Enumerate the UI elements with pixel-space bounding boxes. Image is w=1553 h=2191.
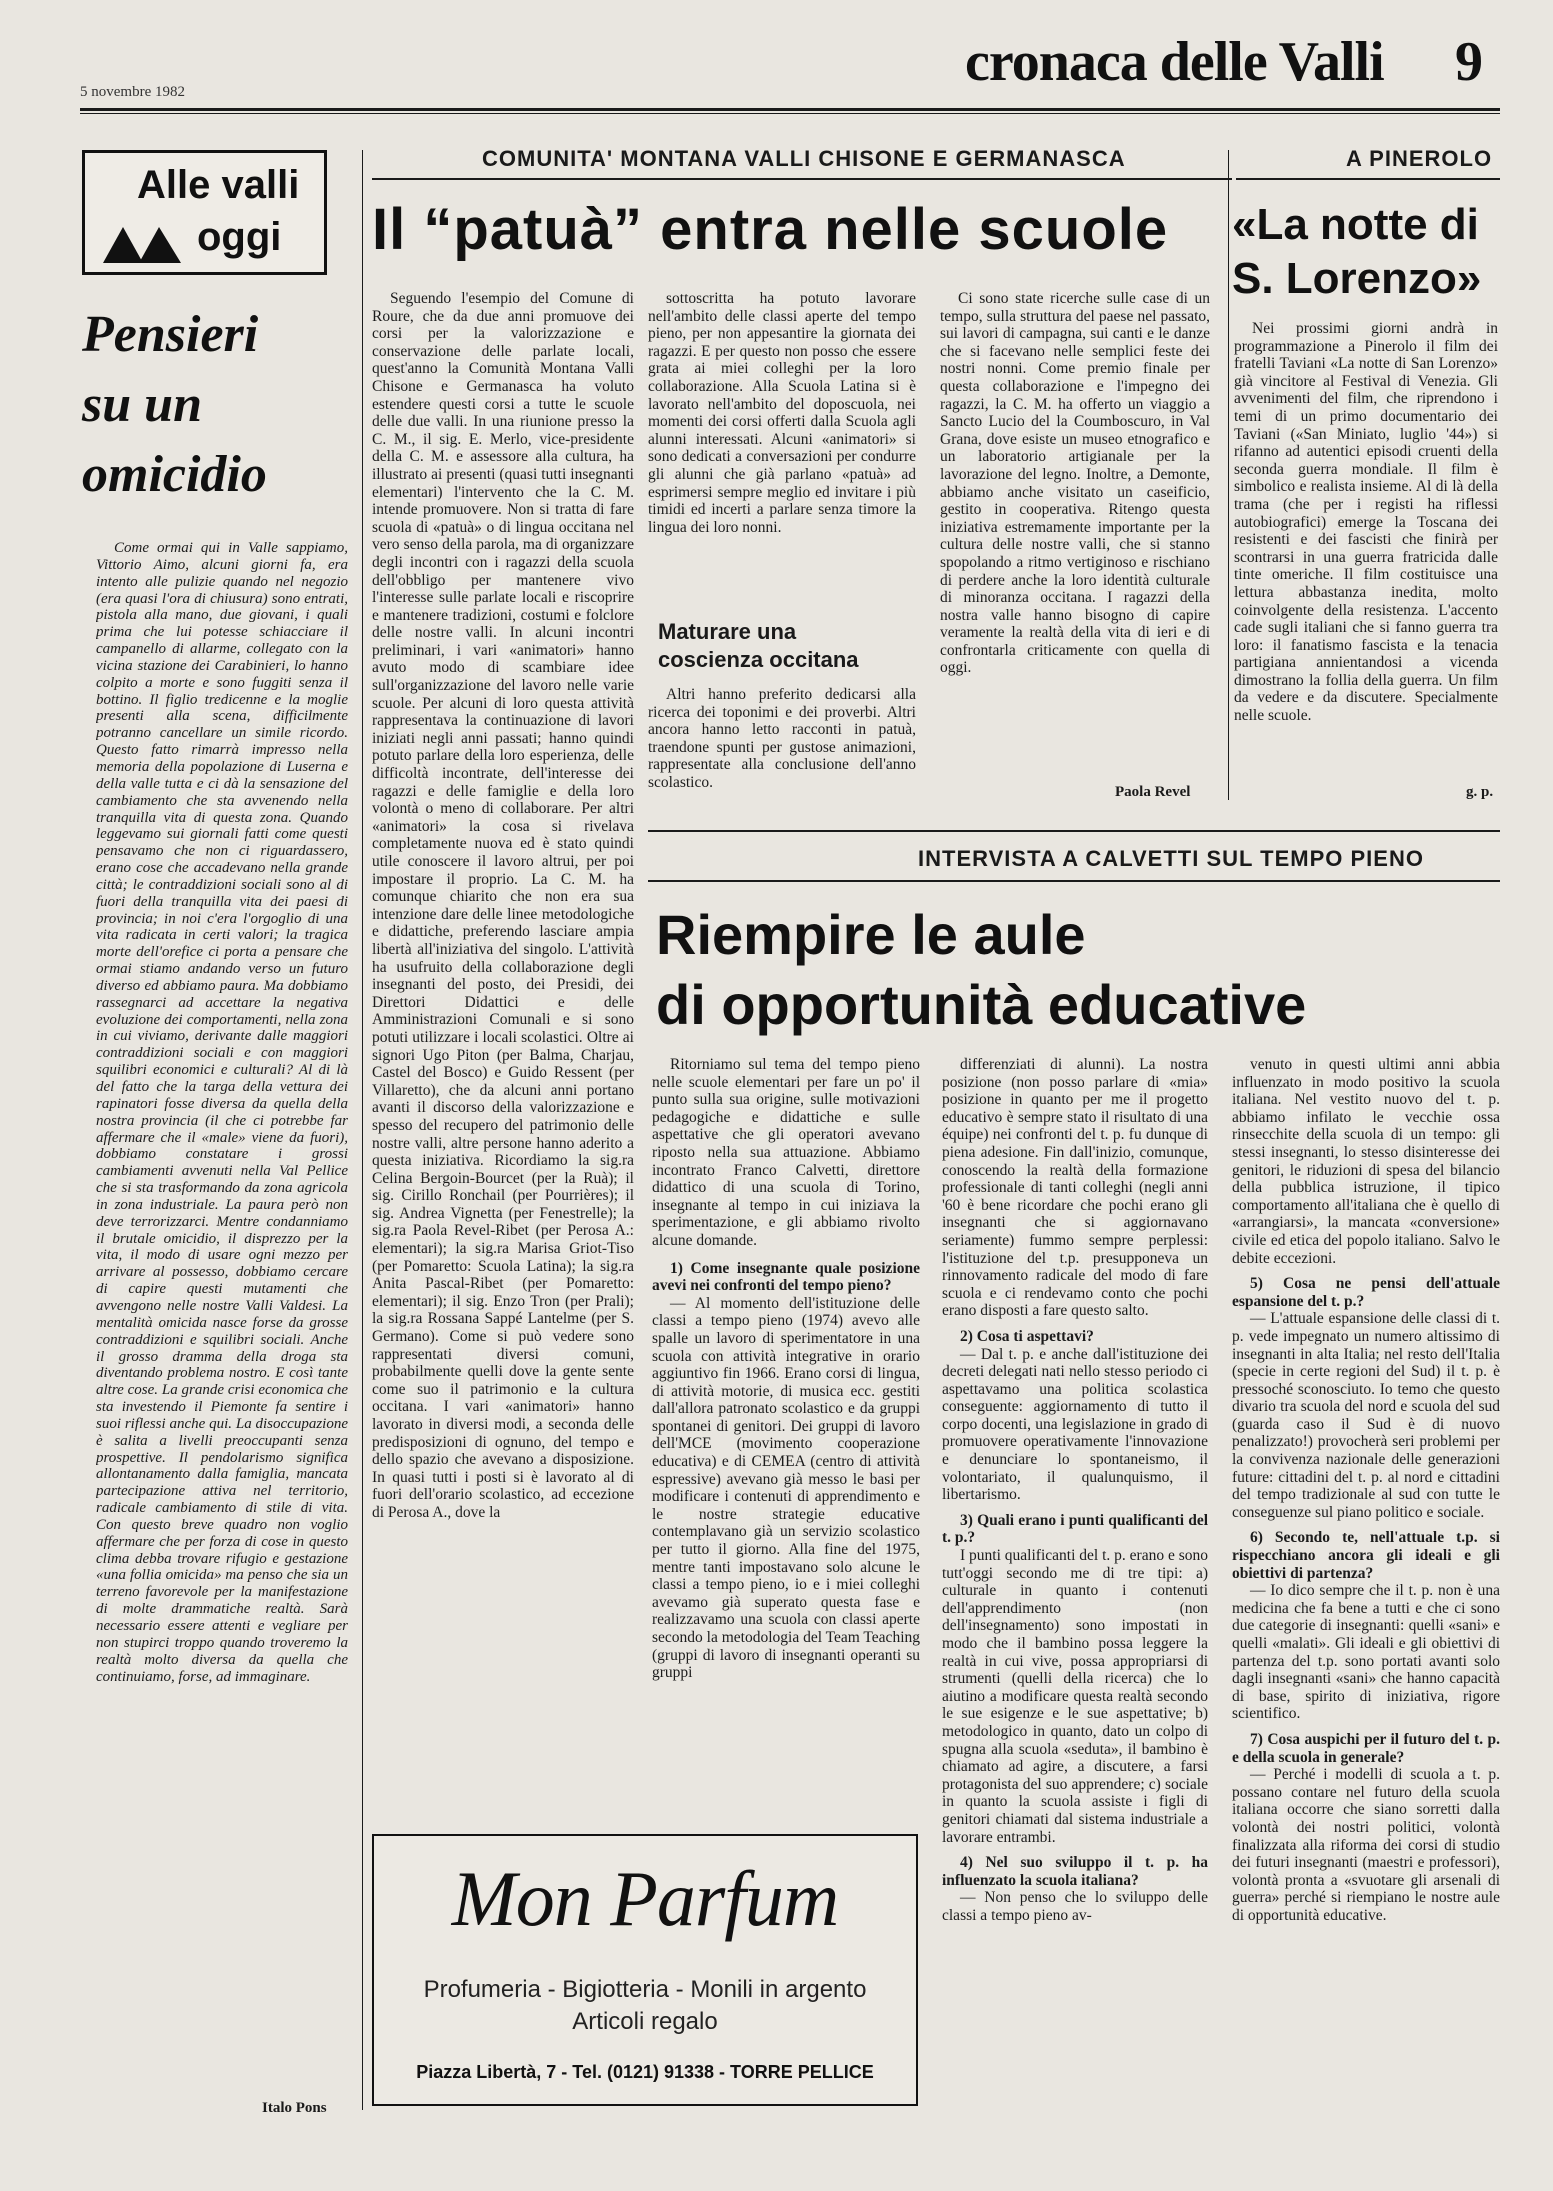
interview-col3b-text: — L'attuale espansione delle classi di t. p. vede impegnato un numero altissimo di insegnanti in alta Italia; nel resto dell'Italia (specie in certe regioni del Sud) il t. p. è pressoché sconosciuto. Io temo che questo divario tra scuola del nord e scuola del sud (guarda caso il Sud è di nuovo penalizzato!) provocherà seri problemi per la convivenza nazionale delle generazioni future: cittadini del t. p. al nord e cittadini del tempo tradizionale al sud con tutte le conseguenze sul piano politico e sociale. (1232, 1310, 1500, 1521)
patua-subhead-l1: Maturare una (658, 619, 797, 644)
lorenzo-title-l2: S. Lorenzo» (1232, 254, 1482, 303)
patua-col3 (940, 290, 1210, 770)
left-article-title (82, 300, 342, 510)
interview-title (656, 900, 1506, 1040)
interview-col2-text: differenziati di alunni). La nostra posizione (non posso parlare di «mia» posizione in quanto per me il progetto educativo è sempre stato il risultato di una équipe) nei confronti del t. p. fu dunque di piena adesione. Fin dall'inizio, comunque, conoscendo la realtà della formazione professionale di tanti colleghi (negli anni '60 è bene ricordare che pochi erano gli insegnanti che si aggiornavano seriamente) fummo sempre perplessi: l'istituzione del t.p. presupponeva un rinnovamento radicale del modo di fare scuola e ci rendevamo conto che pochi erano disposti a fare questo salto. (942, 1056, 1208, 1320)
patua-kicker-rule (372, 178, 1232, 180)
patua-col2b-text: Altri hanno preferito dedicarsi alla ricerca dei toponimi e dei proverbi. Altri ancora hanno letto racconti in patuà, traendone spunti per gustose animazioni, rappresentate alla conclusione dell'anno scolastico. (648, 686, 916, 791)
left-title-line1: Pensieri (82, 306, 259, 363)
interview-col2d-text: — Non penso che lo sviluppo delle classi a tempo pieno av- (942, 1889, 1208, 1924)
left-title-line2: su un (82, 376, 202, 433)
page-number: 9 (1455, 31, 1483, 93)
interview-q5: 5) Cosa ne pensi dell'attuale espansione del t. p.? (1232, 1275, 1500, 1310)
lorenzo-body-text: Nei prossimi giorni andrà in programmazione a Pinerolo il film dei fratelli Taviani «La notte di San Lorenzo» già vincitore al Festival di Venezia. Gli avvenimenti del film, che riprendono i temi di un primo documentario dei Taviani («San Miniato, luglio '44») si rifanno ad autentici episodi cruenti della seconda guerra mondiale. Il film è simbolico e realista insieme. Al di là della trama (che per i registi ha riflessi autobiografici) emerge la Toscana dei resistenti e dei fascisti che finirà per scontrarsi in una guerra fratricida dalle tinte omeriche. Il film costituisce una lettura abbastanza inedita, molto coinvolgente della resistenza. L'accento cade sugli italiani che si fanno guerra tra loro: il fanatismo fascista e la tenacia partigiana annientandosi a vicenda dimostrano la follia della guerra. Un film da vedere e da discutere. Specialmente nelle scuole. (1234, 320, 1498, 725)
alle-valli-logo (82, 150, 327, 275)
header-rule-thick (80, 108, 1500, 111)
interview-col2b-text: — Dal t. p. e anche dall'istituzione dei decreti delegati nati nello stesso periodo ci aspettavamo una politica scolastica conseguente: aggiornamento di tutto il corpo docenti, una legislazione in grado di promuovere operativamente l'innovazione e denunciare lo spontaneismo, il volontariato, il qualunquismo, il libertarismo. (942, 1345, 1208, 1504)
interview-top-rule (648, 830, 1500, 832)
interview-q4: 4) Nel suo sviluppo il t. p. ha influenzato la scuola italiana? (942, 1854, 1208, 1889)
lorenzo-body (1234, 320, 1498, 776)
advert-line2: Articoli regalo (572, 2008, 718, 2035)
interview-col3d-text: — Perché i modelli di scuola a t. p. possano contare nel futuro della scuola italiana occorre che siano sorretti dalla volontà dei nostri politici, volontà finalizzata alla riforma dei corsi di studio dei futuri insegnanti (maestri e professori), volontà pronta a «svuotare gli arsenali di guerra» perché si riempiano le nostre aule di opportunità educative. (1232, 1766, 1500, 1924)
interview-col1-text: Ritorniamo sul tema del tempo pieno nelle scuole elementari per fare un po' il punto sulla sua origine, sulle motivazioni pedagogiche e didattiche e sulle aspettative che gli operatori avevano riposto nella sua attuazione. Abbiamo incontrato Franco Calvetti, direttore didattico di una scuola di Torino, insegnante al tempo in cui iniziava la sperimentazione, e gli abbiamo rivolto alcune domande. (652, 1056, 920, 1249)
lorenzo-author: g. p. (1466, 784, 1494, 800)
patua-author: Paola Revel (1115, 784, 1191, 800)
patua-title: Il “patuà” entra nelle scuole (372, 197, 1169, 262)
interview-col2c-text: I punti qualificanti del t. p. erano e sono tutt'oggi secondo me di tre tipi: a) culturale in quanto i contenuti dell'apprendimento (non dell'insegnamento) sono impostati in modo che il bambino possa leggere la realtà in cui vive, possa appropriarsi di strumenti (quelli della ricerca) che lo aiutino a modificare questa realtà secondo le sue esigenze e le sue aspettative; b) metodologico in quanto, dato un colpo di spugna alla scuola «seduta», il bambino è chiamato ad agire, a discutere, a farsi protagonista del suo apprendere; c) sociale in quanto la scuola assiste i figli di genitori chiamati dal sistema industriale a lavorare entrambi. (942, 1547, 1208, 1846)
patua-col1-text: Seguendo l'esempio del Comune di Roure, che da due anni promuove dei corsi per la valorizzazione e conservazione delle parlate locali, quest'anno la Comunità Montana Valli Chisone e Germanasca ha voluto estendere questi corsi a tutte le scuole delle due valli. In una riunione presso la C. M., il sig. E. Merlo, vice-presidente della C. M. e assessore alla cultura, ha illustrato ai presenti (quasi tutti insegnanti elementari) l'intervento che la C. M. intende promuovere. Non si tratta di fare scuola di «patuà» o di lingua occitana nel vero senso della parola, ma di organizzare degli incontri con i ragazzi della scuola dell'obbligo per mantenere vivo l'interesse sulle parlate locali e riscoprire e mantenere tradizioni, costumi e folclore delle nostre valli. In alcuni incontri preliminari, i vari «animatori» hanno avuto modo di scambiare idee sull'organizzazione del lavoro nelle varie scuole. Per alcuni di loro questa attività rappresentava la continuazione di lavori iniziati negli anni passati; hanno quindi potuto parlare della loro esperienza, delle difficoltà incontrate, dell'interesse dei ragazzi e delle famiglie e della loro volontà o meno di collaborare. Per altri «animatori» la cosa si rivelava completamente nuova ed è stato quindi utile conoscere il lavoro altrui, per poi impostare il proprio. La C. M. ha comunque chiarito che non era sua intenzione dare delle linee metodologiche e didattiche, preferendo lasciare ampia libertà all'iniziativa del singolo. L'attività ha usufruito della collaborazione degli insegnanti del posto, dei Presidi, dei Direttori Didattici e delle Amministrazioni Comunali e si sono potuti utilizzare i locali scolastici. Oltre ai signori Ugo Piton (per Balma, Charjau, Castel del Bosco) e Guido Ressent (per Villaretto), che da alcuni anni portano avanti il discorso della valorizzazione e spesso del recupero del patrimonio delle nostre valli, altre persone hanno aderito a questa iniziativa. Ricordiamo la sig.ra Celina Bergoin-Bourcet (per la Ruà); il sig. Cirillo Ronchail (per Pourrières); il sig. Andrea Vignetta (per Fenestrelle); la sig.ra Paola Revel-Ribet (per Perosa A.: elementari); la sig.ra Marisa Griot-Tiso (per Pomaretto: Scuola Latina); la sig.ra Anita Pascal-Ribet (per Pomaretto: elementari); il sig. Enzo Tron (per Prali); la sig.ra Rossana Sappé Lantelme (per S. Germano). Come si può vedere sono rappresentati diversi comuni, probabilmente quelli dove la gente sente come suo il patrimonio e la cultura occitana. I vari «animatori» hanno lavorato in diversi modi, a seconda delle predisposizioni di ognuno, del tempo e dello spazio che avevano a disposizione. In quasi tutti i posti si è lavorato al di fuori dell'orario scolastico, ad eccezione di Perosa A., dove la (372, 290, 634, 1521)
left-article-text: Come ormai qui in Valle sappiamo, Vittorio Aimo, alcuni giorni fa, era intento alle pulizie quando nel negozio (era quasi l'ora di chiusura) sono entrati, pistola alla mano, due giovani, i quali prima che lui potesse schiacciare il campanello di allarme, collegato con la vicina stazione dei Carabinieri, lo hanno colpito a morte e sono fuggiti senza il bottino. Il figlio tredicenne e la moglie presenti alla scena, difficilmente potranno cancellare un simile ricordo. Questo fatto rimarrà impresso nella memoria della popolazione di Luserna e della valle tutta e ci dà la sensazione del cambiamento che sta avvenendo nella tranquilla vita di questa zona. Quando leggevamo sui giornali fatti come questi pensavamo che non ci riguardassero, erano cose che accadevano nella grande città; le contraddizioni sociali sono al di fuori della tranquilla vita dei paesi di provincia; in noi c'era l'orgoglio di una vita radicata in certi valori; la tragica morte dell'orefice ci porta a pensare che ormai stiamo andando verso un futuro diverso ed abbiamo paura. Ma dobbiamo rassegnarci ad accettare la negativa evoluzione dei comportamenti, nella zona in cui viviamo, derivante dalle maggiori contraddizioni sociali e con maggiori squilibri economici e culturali? Al di là del fatto che la targa della vettura dei rapinatori fosse diversa da quella della nostra provincia (il che ci potrebbe far affermare che il «male» viene da fuori), dobbiamo constatare i grossi cambiamenti avvenuti nella Val Pellice che si sta trasformando da zona agricola in zona industriale. La paura però non deve terrorizzarci. Mentre condanniamo il brutale omicidio, il disprezzo per la vita, il modo di usare ogni mezzo per arrivare al possesso, dobbiamo cercare di capire questi mutamenti che avvengono nelle nostre Valli Valdesi. La mentalità omicida nasce forse da grosse contraddizioni e squilibri sociali. Anche il grosso dramma della droga sta diventando problema nostro. E così tante altre cose. La grande crisi economica che sta investendo il Piemonte fa sentire i suoi riflessi anche qui. La disoccupazione è salita a livelli preoccupanti senza prospettive. Il pendolarismo significa allontanamento dalla famiglia, mancata partecipazione attiva nel territorio, radicale cambiamento di stile di vita. Con questo breve quadro non voglio affermare che per forza di cose in questo clima debba trovare rifugio e gestazione «una follia omicida» ma penso che sia un terreno favorevole per la manifestazione di molte drammatiche realtà. Sarà necessario essere attenti e vegliare per non stupirci troppo quando troveremo la realtà molto diversa da quella che continuiamo, forse, ad immaginare. (96, 540, 348, 1685)
column-rule-mid (1228, 150, 1229, 800)
interview-q2: 2) Cosa ti aspettavi? (960, 1327, 1094, 1345)
column-rule-left (362, 150, 363, 2110)
left-article-body (96, 540, 348, 2065)
interview-col2 (942, 1056, 1208, 2158)
mountains-icon (103, 223, 183, 263)
interview-col3 (1232, 1056, 1500, 2158)
advert-address: Piazza Libertà, 7 - Tel. (0121) 91338 - TORRE PELLICE (416, 2062, 874, 2082)
lorenzo-title-l1: «La notte di (1232, 200, 1479, 249)
patua-col2b (648, 686, 916, 806)
logo-line1: Alle valli (137, 163, 300, 207)
issue-date: 5 novembre 1982 (80, 84, 185, 100)
patua-subhead (658, 618, 859, 674)
interview-kicker-rule (648, 880, 1500, 882)
interview-kicker: INTERVISTA A CALVETTI SUL TEMPO PIENO (918, 846, 1424, 871)
interview-col3-text: venuto in questi ultimi anni abbia influenzato in modo positivo la scuola italiana. Nel vestito nuovo del t. p. abbiamo infilato le vecchie ossa rinsecchite della scuola di un tempo: gli stessi insegnanti, lo stesso disinteresse dei genitori, le riduzioni di spesa del bilancio della pubblica istruzione, il tipico comportamento all'italiana che è quello di «arrangiarsi», la mancata «conversione» civile ed etica del popolo italiano. Salvo le debite eccezioni. (1232, 1056, 1500, 1267)
advert-line1: Profumeria - Bigiotteria - Monili in argento (423, 1976, 867, 2003)
interview-title-l2: di opportunità educative (656, 973, 1307, 1036)
patua-col2 (648, 290, 916, 610)
interview-title-l1: Riempire le aule (656, 903, 1086, 966)
lorenzo-title (1232, 198, 1502, 306)
patua-col3-text: Ci sono state ricerche sulle case di un tempo, sulla struttura del paese nel passato, sui lavori di campagna, sui canti e le danze che si facevano nelle semplici feste dei nostri nonni. Come premio finale per questa collaborazione e l'impegno dei ragazzi, la C. M. ha offerto un viaggio a Sancto Lucio del la Coumboscuro, in Val Grana, dove esiste un museo etnografico e un laboratorio artigianale per la lavorazione del legno. Inoltre, a Demonte, abbiamo anche visitato un caseificio, gestito in cooperativa. Ritengo questa iniziativa estremamente importante per la cultura delle nostre valli, che si stanno spopolando a ritmo vertiginoso e rischiano di perdere anche la loro identità culturale di minoranza occitana. I ragazzi della nostra valle hanno bisogno di capire veramente la realtà della vita di ieri e di confrontarla criticamente con quella di oggi. (940, 290, 1210, 677)
masthead: cronaca delle Valli (965, 31, 1384, 93)
left-title-line3: omicidio (82, 446, 267, 503)
interview-col3c-text: — Io dico sempre che il t. p. non è una medicina che fa bene a tutti e che ci sono due categorie di insegnanti: quelli «sani» e quelli «malati». Gli ideali e gli obiettivi di partenza del t.p. sono portati avanti solo dagli insegnanti «sani» che hanno capacità di base, spirito di iniziativa, rigore scientifico. (1232, 1582, 1500, 1723)
left-article-author: Italo Pons (262, 2100, 327, 2116)
patua-kicker: COMUNITA' MONTANA VALLI CHISONE E GERMANASCA (482, 146, 1126, 171)
interview-q3: 3) Quali erano i punti qualificanti del t. p.? (942, 1511, 1208, 1547)
patua-col1 (372, 290, 634, 1820)
lorenzo-kicker: A PINEROLO (1346, 146, 1493, 171)
lorenzo-kicker-rule (1236, 178, 1500, 180)
interview-col1b-text: — Al momento dell'istituzione delle classi a tempo pieno (1974) avevo alle spalle un lavoro di sperimentatore in una scuola con attività integrative in orario aggiuntivo fin 1966. Erano corsi di lingua, di attività motorie, di musica ecc. gestiti dall'allora patronato scolastico e da gruppi spontanei di genitori. Dei gruppi di lavoro dell'MCE (movimento cooperazione educativa) e di CEMEA (centro di attività espressive) avevano già messo le basi per modificare i contenuti di apprendimento e le nostre strategie educative contemplavano già un servizio scolastico per tutto il giorno. Alla fine del 1975, mentre tanti impostavano solo alcune le classi a tempo pieno, io e i miei colleghi avevamo già superato questa fase e realizzavamo una scuola con classi aperte secondo la metodologia del Team Teaching (gruppi di lavoro di insegnanti operanti su gruppi (652, 1294, 920, 1682)
interview-q6: 6) Secondo te, nell'attuale t.p. si rispecchiano ancora gli ideali e gli obiettivi di partenza? (1232, 1529, 1500, 1582)
mon-parfum-advert (372, 1834, 918, 2106)
interview-q1: 1) Come insegnante quale posizione avevi nei confronti del tempo pieno? (652, 1259, 920, 1295)
patua-subhead-l2: coscienza occitana (658, 647, 859, 672)
advert-brand: Mon Parfum (451, 1855, 839, 1942)
logo-line2: oggi (197, 215, 282, 259)
interview-q7: 7) Cosa auspichi per il futuro del t. p. e della scuola in generale? (1232, 1730, 1500, 1766)
header-rule-thin (80, 113, 1500, 114)
patua-col2-text: sottoscritta ha potuto lavorare nell'ambito delle classi aperte del tempo pieno, per non appesantire la giornata dei ragazzi. E per questo non posso che essere grata ai miei colleghi per la loro collaborazione. Alla Scuola Latina si è lavorato nell'ambito del doposcuola, nei momenti dei corsi offerti dalla Scuola agli alunni interessati. Alcuni «animatori» si sono dedicati a conversazioni per condurre gli alunni che già parlano «patuà» ad esprimersi sempre meglio ed invitare i più timidi ed incerti a parlare senza timore la lingua dei loro nonni. (648, 290, 916, 536)
